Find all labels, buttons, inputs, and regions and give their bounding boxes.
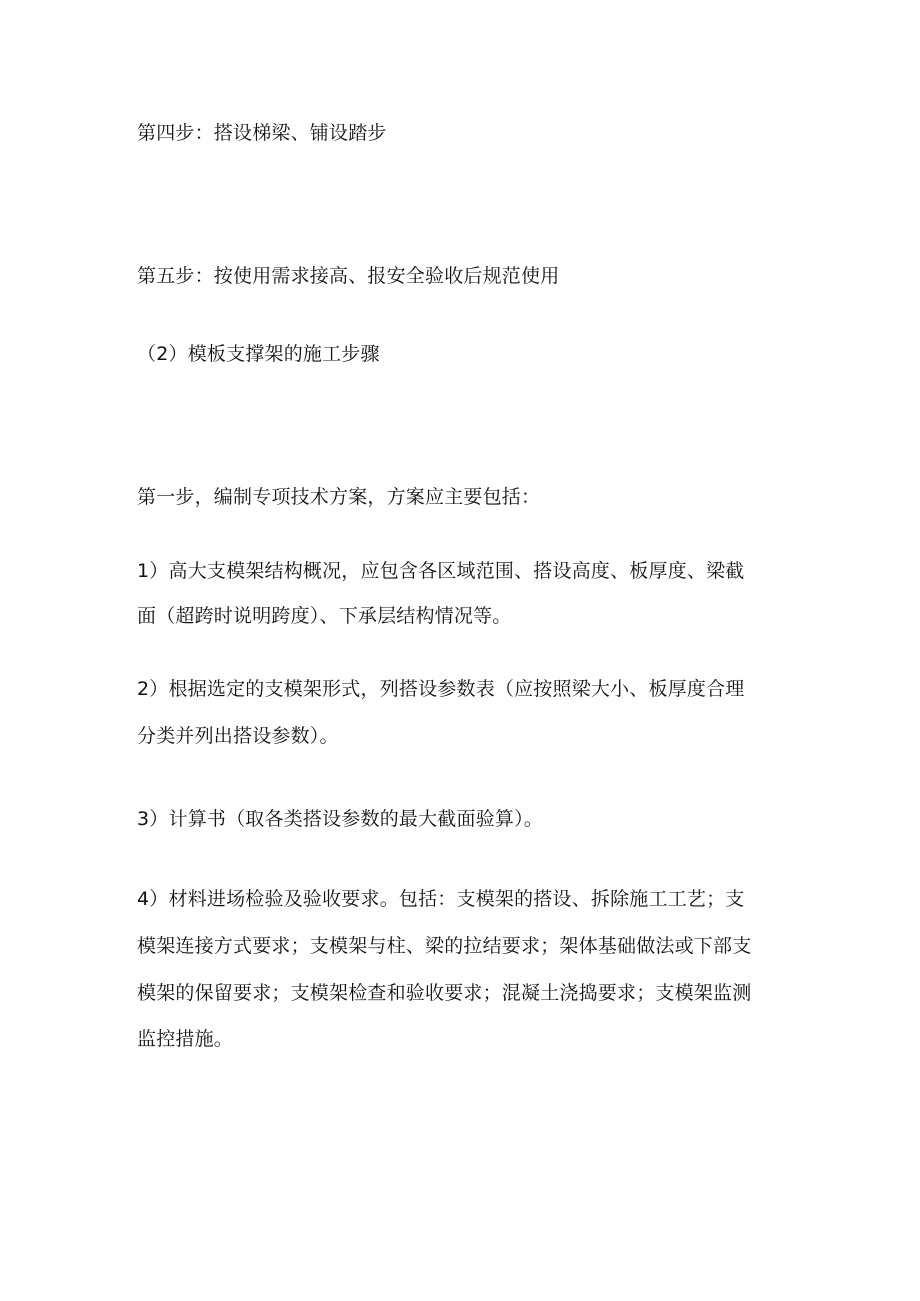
step-five-line: 第五步：按使用需求接高、报安全验收后规范使用 [137,265,560,287]
item-3-line: 3）计算书（取各类搭设参数的最大截面验算）。 [137,808,543,830]
step-one-line: 第一步，编制专项技术方案，方案应主要包括： [137,486,541,508]
item-4-line-4: 监控措施。 [137,1028,234,1050]
item-1-line-2: 面（超跨时说明跨度）、下承层结构情况等。 [137,605,512,627]
item-4-line-2: 模架连接方式要求；支模架与柱、梁的拉结要求；架体基础做法或下部支 [137,935,752,957]
section-heading: （2）模板支撑架的施工步骤 [137,343,380,365]
item-1-line-1: 1）高大支模架结构概况，应包含各区域范围、搭设高度、板厚度、梁截 [137,560,745,582]
item-4-line-3: 模架的保留要求；支模架检查和验收要求；混凝土浇捣要求；支模架监测 [137,982,752,1004]
item-2-line-2: 分类并列出搭设参数）。 [137,725,339,747]
item-2-line-1: 2）根据选定的支模架形式，列搭设参数表（应按照梁大小、板厚度合理 [137,678,745,700]
item-4-line-1: 4）材料进场检验及验收要求。包括：支模架的搭设、拆除施工工艺；支 [137,888,745,910]
step-four-line: 第四步：搭设梯梁、铺设踏步 [137,122,387,144]
